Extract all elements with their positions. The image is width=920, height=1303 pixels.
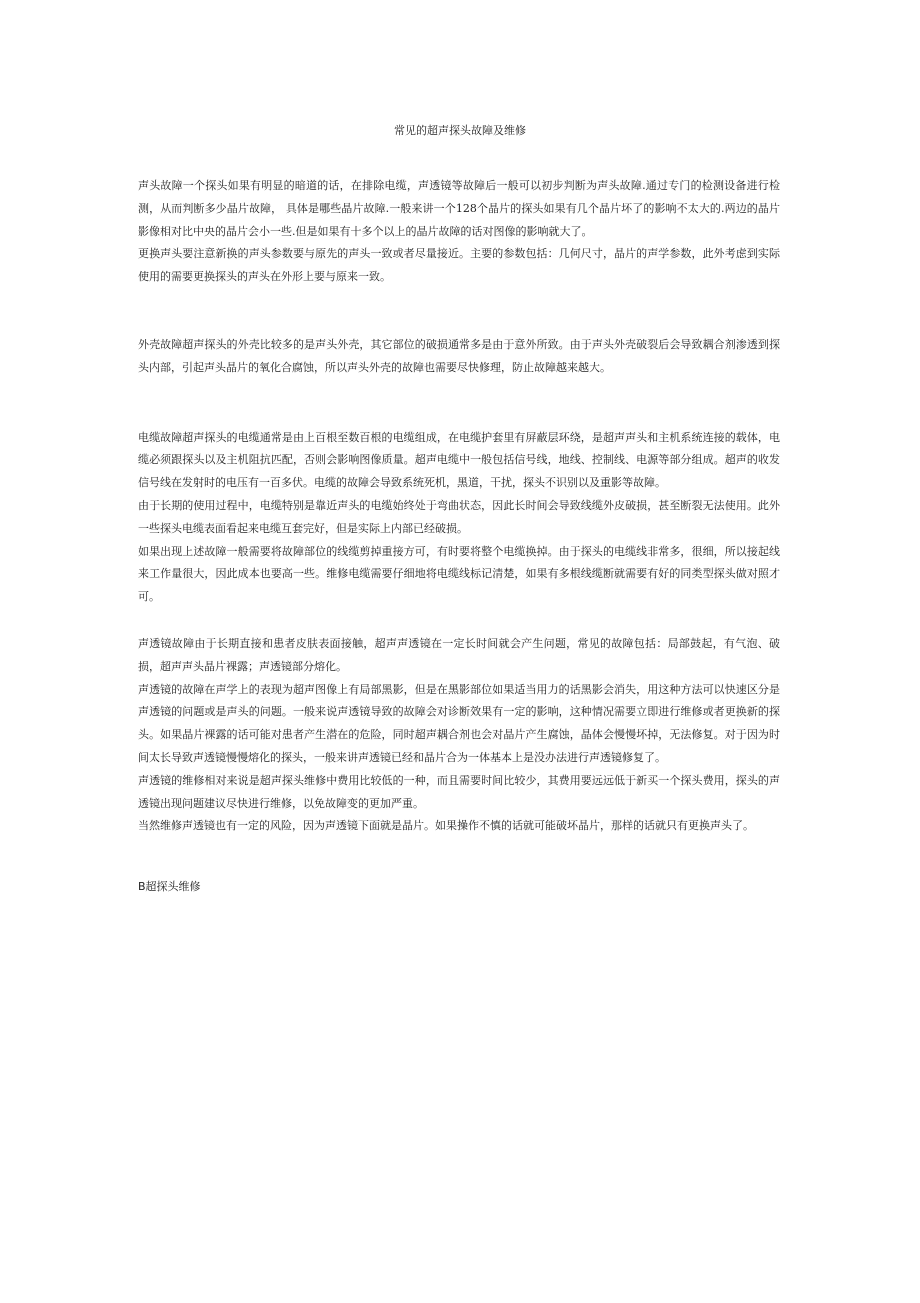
paragraph-lens-fault: 声透镜故障由于长期直接和患者皮肤表面接触，超声声透镜在一定长时间就会产生问题，常见的故障包括：局部鼓起，有气泡、破损，超声声头晶片裸露；声透镜部分熔化。 bbox=[138, 636, 780, 673]
paragraph-shell-fault: 外壳故障超声探头的外壳比较多的是声头外壳，其它部位的破损通常多是由于意外所致。由于声头外壳破裂后会导致耦合剂渗透到探头内部，引起声头晶片的氧化合腐蚀，所以声头外壳的故障也需要尽快修理，防止故障越来越大。 bbox=[138, 337, 780, 374]
paragraph-gap bbox=[138, 609, 780, 633]
paragraph-lens-repair-cost: 声透镜的维修相对来说是超声探头维修中费用比较低的一种，而且需要时间比较少，其费用要远远低于新买一个探头费用，探头的声透镜出现问题建议尽快进行维修，以免故障变的更加严重。 bbox=[138, 773, 780, 810]
document-body bbox=[138, 175, 780, 899]
paragraph-gap bbox=[138, 838, 780, 876]
section-heading: B超探头维修 bbox=[138, 880, 201, 894]
paragraph-cable-wear: 由于长期的使用过程中，电缆特别是靠近声头的电缆始终处于弯曲状态，因此长时间会导致线缆外皮破损，甚至断裂无法使用。此外一些探头电缆表面看起来电缆互套完好，但是实际上内部已经破损。 bbox=[138, 498, 780, 535]
paragraph-cable-repair: 如果出现上述故障一般需要将故障部位的线缆剪掉重接方可，有时要将整个电缆换掉。由于探头的电缆线非常多，很细，所以接起线来工作量很大，因此成本也要高一些。维修电缆需要仔细地将电缆线标记清楚，如果有多根线缆断就需要有好的同类型探头做对照才可。 bbox=[138, 544, 780, 604]
paragraph-head-fault: 声头故障一个探头如果有明显的暗道的话，在排除电缆，声透镜等故障后一般可以初步判断为声头故障.通过专门的检测设备进行检测，从而判断多少晶片故障， 具体是哪些晶片故障.一般来讲一个128个晶片的探头如果有几个晶片坏了的影响不太大的.两边的晶片影像相对比中央的晶片会小一些.但是如果有十多个以上的晶片故障的话对图像的影响就大了。 bbox=[138, 179, 780, 238]
paragraph-gap bbox=[138, 289, 780, 334]
paragraph-gap bbox=[138, 380, 780, 427]
paragraph-lens-symptoms: 声透镜的故障在声学上的表现为超声图像上有局部黑影，但是在黑影部位如果适当用力的话黑影会消失，用这种方法可以快速区分是声透镜的问题或是声头的问题。一般来说声透镜导致的故障会对诊断效果有一定的影响，这种情况需要立即进行维修或者更换新的探头。如果晶片裸露的话可能对患者产生潜在的危险，同时超声耦合剂也会对晶片产生腐蚀，晶体会慢慢坏掉，无法修复。对于因为时间太长导致声透镜慢慢熔化的探头，一般来讲声透镜已经和晶片合为一体基本上是没办法进行声透镜修复了。 bbox=[138, 682, 780, 764]
paragraph-lens-repair-risk: 当然维修声透镜也有一定的风险，因为声透镜下面就是晶片。如果操作不慎的话就可能破坏晶片，那样的话就只有更换声头了。 bbox=[138, 819, 754, 833]
paragraph-head-replacement: 更换声头要注意新换的声头参数要与原先的声头一致或者尽量接近。主要的参数包括：几何尺寸，晶片的声学参数，此外考虑到实际使用的需要更换探头的声头在外形上要与原来一致。 bbox=[138, 247, 780, 284]
paragraph-cable-fault: 电缆故障超声探头的电缆通常是由上百根至数百根的电缆组成，在电缆护套里有屏蔽层环绕，是超声声头和主机系统连接的载体，电缆必须跟探头以及主机阻抗匹配，否则会影响图像质量。超声电缆中一般包括信号线，地线、控制线、电源等部分组成。超声的收发信号线在发射时的电压有一百多伏。电缆的故障会导致系统死机，黑道，干扰，探头不识别以及重影等故障。 bbox=[138, 430, 780, 490]
document-title: 常见的超声探头故障及维修 bbox=[394, 124, 526, 137]
